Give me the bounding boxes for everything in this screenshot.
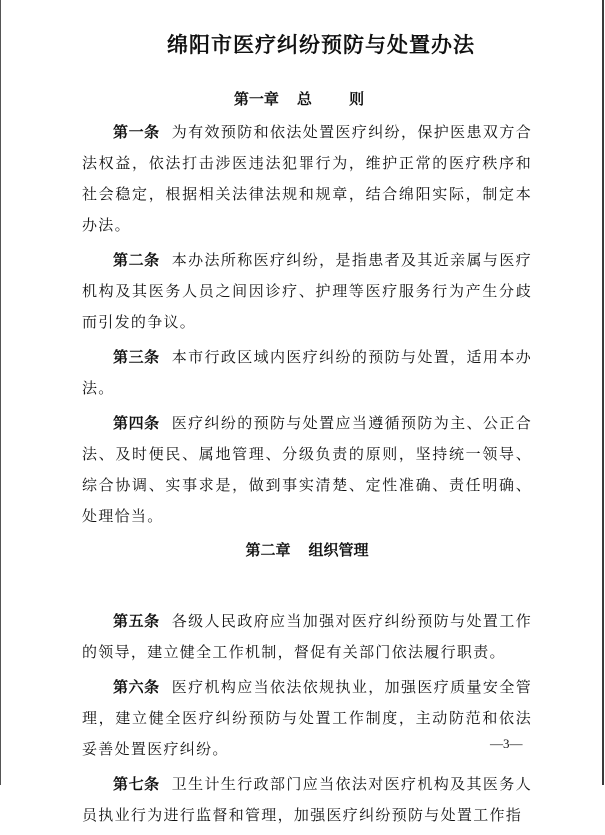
article-7-label: 第七条	[113, 775, 160, 793]
article-1-label: 第一条	[113, 123, 160, 141]
page-number: —3—	[490, 736, 523, 751]
chapter-2-number: 第二章	[245, 541, 291, 559]
page-edge-right	[602, 0, 604, 785]
document-title: 绵阳市医疗纠纷预防与处置办法	[167, 32, 475, 57]
page-edge-left	[0, 0, 1, 785]
article-5-text: 各级人民政府应当加强对医疗纠纷预防与处置工作的领导，建立健全工作机制，督促有关部门依法履行职责。	[82, 612, 532, 661]
chapter-1-number: 第一章	[233, 90, 279, 108]
chapter-2-name: 组织管理	[308, 541, 369, 559]
article-2	[82, 245, 532, 338]
chapter-1-name: 总 则	[296, 90, 381, 108]
document-page	[82, 30, 532, 835]
article-4-label: 第四条	[113, 414, 160, 432]
chapter-2-heading	[82, 536, 532, 564]
article-1-text: 为有效预防和依法处置医疗纠纷，保护医患双方合法权益，依法打击涉医违法犯罪行为，维护正常的医疗秩序和社会稳定，根据相关法律法规和规章，结合绵阳实际，制定本办法。	[82, 123, 532, 234]
chapter-1-heading	[82, 85, 532, 113]
article-6-text: 医疗机构应当依法依规执业，加强医疗质量安全管理，建立健全医疗纠纷预防与处置工作制度，主动防范和依法妥善处置医疗纠纷。	[82, 678, 532, 758]
article-4-text: 医疗纠纷的预防与处置应当遵循预防为主、公正合法、及时便民、属地管理、分级负责的原则，坚持统一领导、综合协调、实事求是，做到事实清楚、定性准确、责任明确、处理恰当。	[82, 414, 532, 525]
article-2-label: 第二条	[113, 251, 160, 269]
article-3-label: 第三条	[113, 348, 160, 366]
article-6-label: 第六条	[113, 678, 160, 696]
article-5	[82, 606, 532, 668]
article-7-text: 卫生计生行政部门应当依法对医疗机构及其医务人员执业行为进行监督和管理，加强医疗纠纷预防与处置工作指	[82, 775, 532, 824]
article-6	[82, 672, 532, 765]
article-7	[82, 769, 532, 831]
article-1	[82, 117, 532, 241]
article-4	[82, 408, 532, 532]
article-3	[82, 342, 532, 404]
article-5-label: 第五条	[113, 612, 160, 630]
article-3-text: 本市行政区域内医疗纠纷的预防与处置，适用本办法。	[82, 348, 532, 397]
article-2-text: 本办法所称医疗纠纷，是指患者及其近亲属与医疗机构及其医务人员之间因诊疗、护理等医疗服务行为产生分歧而引发的争议。	[82, 251, 532, 331]
